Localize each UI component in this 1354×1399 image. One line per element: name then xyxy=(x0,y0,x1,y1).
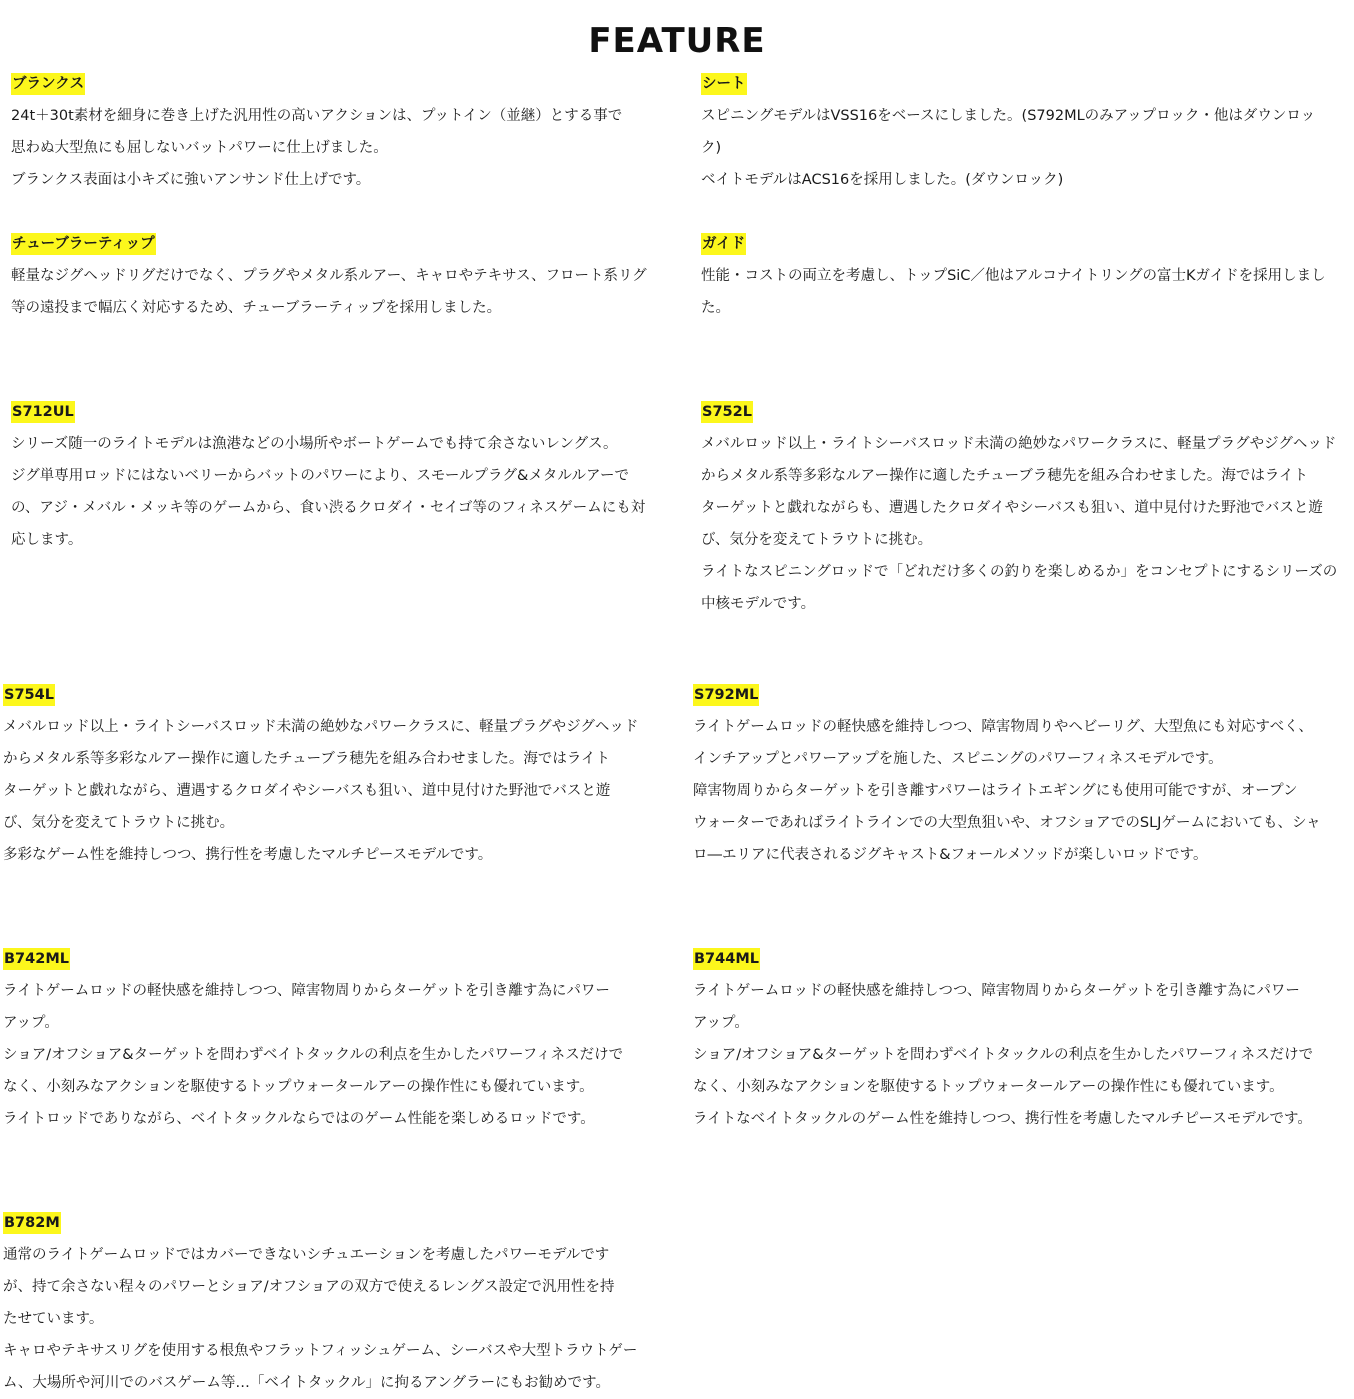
feature-s712ul xyxy=(11,396,671,556)
feature-line: ジグ単専用ロッドにはないベリーからバットのパワーにより、スモールプラグ&メタルルアーで xyxy=(11,468,630,484)
feature-b742ml xyxy=(3,943,665,1135)
feature-line: ライトロッドでありながら、ベイトタックルならではのゲーム性能を楽しめるロッドです。 xyxy=(3,1111,595,1127)
feature-body xyxy=(701,100,1353,196)
feature-line: 障害物周りからターゲットを引き離すパワーはライトエギングにも使用可能ですが、オープン xyxy=(693,783,1298,799)
feature-label: B742ML xyxy=(3,948,70,970)
feature-body xyxy=(701,428,1353,620)
feature-body xyxy=(701,260,1353,324)
feature-label: ガイド xyxy=(701,233,746,255)
feature-line: の、アジ・メバル・メッキ等のゲームから、食い渋るクロダイ・セイゴ等のフィネスゲームにも対 xyxy=(11,500,646,516)
feature-line: ライトゲームロッドの軽快感を維持しつつ、障害物周りやヘビーリグ、大型魚にも対応すべく、 xyxy=(693,719,1313,735)
feature-s752l xyxy=(701,396,1353,620)
page-title: FEATURE xyxy=(588,20,766,61)
feature-label: S712UL xyxy=(11,401,75,423)
feature-label: S792ML xyxy=(693,684,759,706)
feature-line: ム、大場所や河川でのバスゲーム等…「ベイトタックル」に拘るアングラーにもお勧めです。 xyxy=(3,1375,610,1391)
feature-line: ターゲットと戯れながら、遭遇するクロダイやシーバスも狙い、道中見付けた野池でバスと遊 xyxy=(3,783,611,799)
feature-line: ライトゲームロッドの軽快感を維持しつつ、障害物周りからターゲットを引き離す為にパワー xyxy=(3,983,610,999)
feature-guide xyxy=(701,228,1353,324)
feature-line: ショア/オフショア&ターゲットを問わずベイトタックルの利点を生かしたパワーフィネスだけで xyxy=(3,1047,624,1063)
feature-line: ロ―エリアに代表されるジグキャスト&フォールメソッドが楽しいロッドです。 xyxy=(693,847,1208,863)
feature-line: 24t＋30t素材を細身に巻き上げた汎用性の高いアクションは、プットイン（並継）とする事で xyxy=(11,108,623,124)
feature-line: メバルロッド以上・ライトシーバスロッド未満の絶妙なパワークラスに、軽量プラグやジグヘッド xyxy=(3,719,639,735)
feature-line: 多彩なゲーム性を維持しつつ、携行性を考慮したマルチピースモデルです。 xyxy=(3,847,493,863)
feature-line: ベイトモデルはACS16を採用しました。(ダウンロック) xyxy=(701,172,1064,188)
feature-blanks xyxy=(11,68,671,196)
feature-line: ショア/オフショア&ターゲットを問わずベイトタックルの利点を生かしたパワーフィネスだけで xyxy=(693,1047,1314,1063)
feature-label: シート xyxy=(701,73,747,95)
feature-body xyxy=(11,100,671,196)
feature-tubular-tip xyxy=(11,228,671,324)
feature-line: ターゲットと戯れながらも、遭遇したクロダイやシーバスも狙い、道中見付けた野池でバスと遊 xyxy=(701,500,1323,516)
feature-line: インチアップとパワーアップを施した、スピニングのパワーフィネスモデルです。 xyxy=(693,751,1223,767)
feature-label: B744ML xyxy=(693,948,760,970)
feature-line: ブランクス表面は小キズに強いアンサンド仕上げです。 xyxy=(11,172,371,188)
feature-line: 等の遠投まで幅広く対応するため、チューブラーティップを採用しました。 xyxy=(11,300,502,316)
feature-s754l xyxy=(3,679,665,871)
feature-line: アップ。 xyxy=(3,1015,59,1031)
feature-body xyxy=(693,975,1353,1135)
feature-label: ブランクス xyxy=(11,73,85,95)
feature-b782m xyxy=(3,1207,665,1399)
feature-body xyxy=(3,711,665,871)
feature-line: 軽量なジグヘッドリグだけでなく、プラグやメタル系ルアー、キャロやテキサス、フロート系リグ xyxy=(11,268,647,284)
feature-line: なく、小刻みなアクションを駆使するトップウォータールアーの操作性にも優れています。 xyxy=(3,1079,594,1095)
feature-line: 通常のライトゲームロッドではカバーできないシチュエーションを考慮したパワーモデルです xyxy=(3,1247,610,1263)
feature-line: 中核モデルです。 xyxy=(701,596,816,612)
feature-line: アップ。 xyxy=(693,1015,749,1031)
feature-line: たせています。 xyxy=(3,1311,104,1327)
feature-line: 応します。 xyxy=(11,532,83,548)
feature-line: た。 xyxy=(701,300,730,316)
feature-line: び、気分を変えてトラウトに挑む。 xyxy=(701,532,933,548)
feature-label: S754L xyxy=(3,684,55,706)
feature-line: ウォーターであればライトラインでの大型魚狙いや、オフショアでのSLJゲームにおいても、シャ xyxy=(693,815,1321,831)
feature-line: が、持て余さない程々のパワーとショア/オフショアの双方で使えるレングス設定で汎用性を持 xyxy=(3,1279,615,1295)
feature-label: チューブラーティップ xyxy=(11,233,156,255)
feature-line: スピニングモデルはVSS16をベースにしました。(S792MLのみアップロック・他はダウンロッ xyxy=(701,108,1316,124)
feature-label: S752L xyxy=(701,401,753,423)
feature-line: ライトなスピニングロッドで「どれだけ多くの釣りを楽しめるか」をコンセプトにするシリーズの xyxy=(701,564,1338,580)
feature-label: B782M xyxy=(3,1212,61,1234)
feature-line: 思わぬ大型魚にも屈しないバットパワーに仕上げました。 xyxy=(11,140,388,156)
feature-line: からメタル系等多彩なルアー操作に適したチューブラ穂先を組み合わせました。海ではライト xyxy=(701,468,1308,484)
feature-seat xyxy=(701,68,1353,196)
feature-line: び、気分を変えてトラウトに挑む。 xyxy=(3,815,235,831)
feature-line: キャロやテキサスリグを使用する根魚やフラットフィッシュゲーム、シーバスや大型トラウトゲー xyxy=(3,1343,638,1359)
feature-line: ライトなベイトタックルのゲーム性を維持しつつ、携行性を考慮したマルチピースモデルです。 xyxy=(693,1111,1312,1127)
feature-body xyxy=(693,711,1353,871)
feature-line: シリーズ随一のライトモデルは漁港などの小場所やボートゲームでも持て余さないレングス。 xyxy=(11,436,618,452)
feature-body xyxy=(3,1239,665,1399)
feature-line: ク) xyxy=(701,140,722,156)
feature-body xyxy=(3,975,665,1135)
feature-line: ライトゲームロッドの軽快感を維持しつつ、障害物周りからターゲットを引き離す為にパワー xyxy=(693,983,1300,999)
feature-s792ml xyxy=(693,679,1353,871)
feature-body xyxy=(11,428,671,556)
feature-body xyxy=(11,260,671,324)
feature-line: 性能・コストの両立を考慮し、トップSiC／他はアルコナイトリングの富士Kガイドを採用しまし xyxy=(701,268,1326,284)
feature-line: からメタル系等多彩なルアー操作に適したチューブラ穂先を組み合わせました。海ではライト xyxy=(3,751,610,767)
feature-line: メバルロッド以上・ライトシーバスロッド未満の絶妙なパワークラスに、軽量プラグやジグヘッド xyxy=(701,436,1337,452)
feature-b744ml xyxy=(693,943,1353,1135)
feature-line: なく、小刻みなアクションを駆使するトップウォータールアーの操作性にも優れています。 xyxy=(693,1079,1284,1095)
